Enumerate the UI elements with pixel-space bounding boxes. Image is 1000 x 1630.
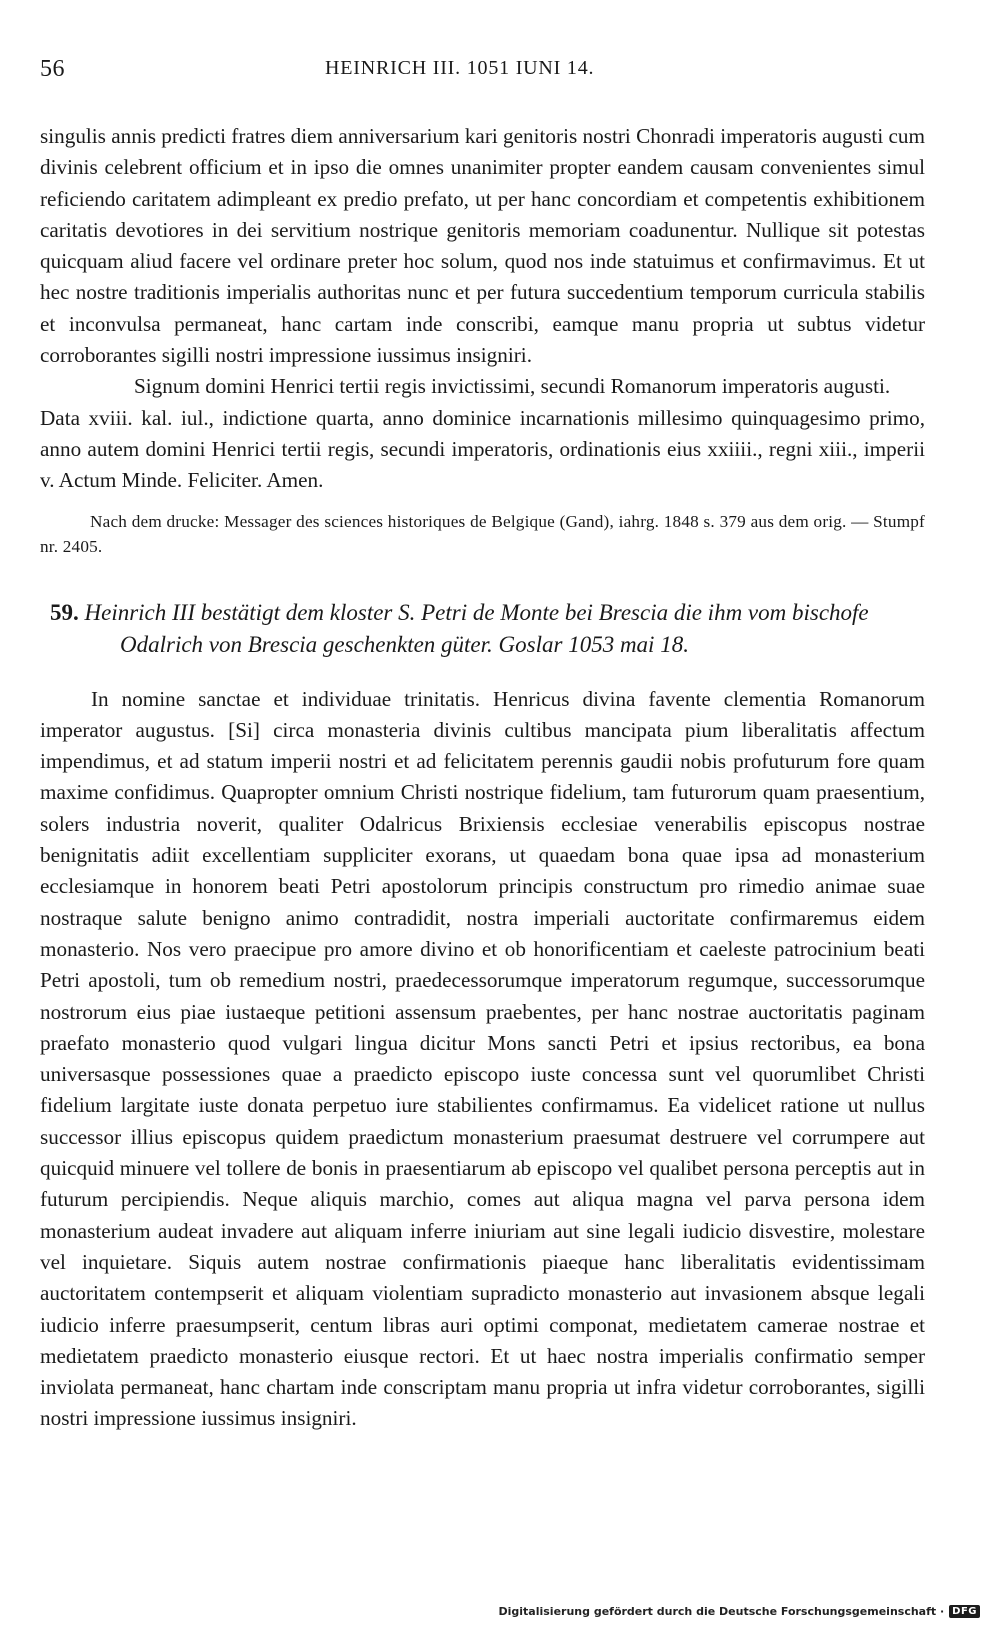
source-note: Nach dem drucke: Messager des sciences historiques de Belgique (Gand), iahrg. 1848 s. 379 aus dem orig. — Stumpf nr. 2405. [40, 511, 925, 556]
document-page [40, 48, 925, 1435]
signum-line: Signum domini Henrici tertii regis invictissimi, secundi Romanorum imperatoris augusti. [134, 374, 891, 399]
digitization-footer [498, 1605, 980, 1618]
charter-regest: Heinrich III bestätigt dem kloster S. Petri de Monte bei Brescia die ihm vom bischofe Odalrich von Brescia geschenkten güter. Goslar 1053 mai 18. [84, 599, 869, 657]
charter-number: 59. [50, 599, 79, 625]
running-title: HEINRICH III. 1051 IUNI 14. [325, 57, 595, 79]
running-head [40, 48, 925, 88]
charter-heading [40, 597, 925, 661]
dating-clause: Data xviii. kal. iul., indictione quarta, anno dominice incarnationis millesimo quinquagesimo primo, anno autem domini Henrici tertii regis, secundi imperatoris, ordinationis eius xxiiii., regni xiii., imperii v. Actum Minde. Feliciter. Amen. [40, 405, 925, 493]
dfg-logo-icon: DFG [949, 1605, 980, 1618]
previous-charter-body: singulis annis predicti fratres diem anniversarium kari genitoris nostri Chonradi imperatoris augusti cum divinis celebrent officium et in ipso die omnes unanimiter propter eandem causam convenientes simul reficiendo caritatem adimpleant ex predio prefato, ut per hanc concordiam et competentis exhibitionem caritatis devotiores in dei servitium nostrique genitoris memoriam coadunentur. Nullique sit potestas quicquam aliud facere vel ordinare preter hoc solum, quod nos inde statuimus et confirmavimus. Et ut hec nostre traditionis imperialis authoritas nunc et per futura succedentium temporum curricula stabilis et inconvulsa permaneat, hanc cartam inde conscribi, eamque manu propria ut subtus videtur corroborantes sigilli nostri impressione iussimus insigniri. [40, 124, 925, 368]
page-number: 56 [40, 56, 65, 82]
footer-credit: Digitalisierung gefördert durch die Deutsche Forschungsgemeinschaft · [498, 1605, 945, 1618]
charter-body: In nomine sanctae et individuae trinitatis. Henricus divina favente clementia Romanorum imperator augustus. [Si] circa monasteria divinis cultibus mancipata pium liberalitatis affectum impendimus, et ad statum imperii nostri et ad felicitatem perennis gaudii nobis profuturum fore quam maxime confidimus. Quapropter omnium Christi nostrique fidelium, tam futurorum quam praesentium, solers industria noverit, qualiter Odalricus Brixiensis ecclesiae venerabilis episcopus nostrae benignitatis adiit excellentiam suppliciter exorans, ut quaedam bona quae ipsa ad monasterium ecclesiamque in honorem beati Petri apostolorum principis constructum pro rimedio animae suae nostraque salute benigno animo contradidit, nostra imperiali auctoritate confirmaremus eidem monasterio. Nos vero praecipue pro amore divino et ob honorificentiam et caeleste patrocinium beati Petri apostoli, tum ob remedium nostri, praedecessorumque imperatorum regumque, successorumque nostrorum eius piae iustaeque petitioni assensum praebentes, per hanc nostrae auctoritatis paginam praefato monasterio quod vulgari lingua dicitur Mons sancti Petri et ipsius rectoribus, ea bona universasque possessiones quae a praedicto episcopo iuste concessa sunt vel quorumlibet Christi fidelium largitate iuste donata perpetuo iure stabilientes confirmamus. Ea videlicet ratione ut nullus successor illius episcopus quidem praedictum monasterium praesumat destruere vel corrumpere aut quicquid minuere vel tollere de bonis in praesentiarum ab episcopo vel qualibet persona perceptis aut in futurum percipiendis. Neque aliquis marchio, comes aut aliqua magna vel parva persona idem monasterium audeat invadere aut aliquam inferre iniuriam aut sine legali iudicio disvestire, molestare vel inquietare. Siquis autem nostrae confirmationis piaeque hanc liberalitatis evidentissimam auctoritatem contempserit et aliquam violentiam supradicto monasterio aut invasionem absque legali iudicio inferre praesumpserit, centum libras auri optimi componat, medietatem camerae nostrae et medietatem praedicto monasterio eiusque rectori. Et ut haec nostra imperialis confirmatio semper inviolata permaneat, hanc chartam inde conscriptam manu propria ut infra videtur corroborantes, sigilli nostri impressione iussimus insigniri. [40, 686, 925, 1431]
